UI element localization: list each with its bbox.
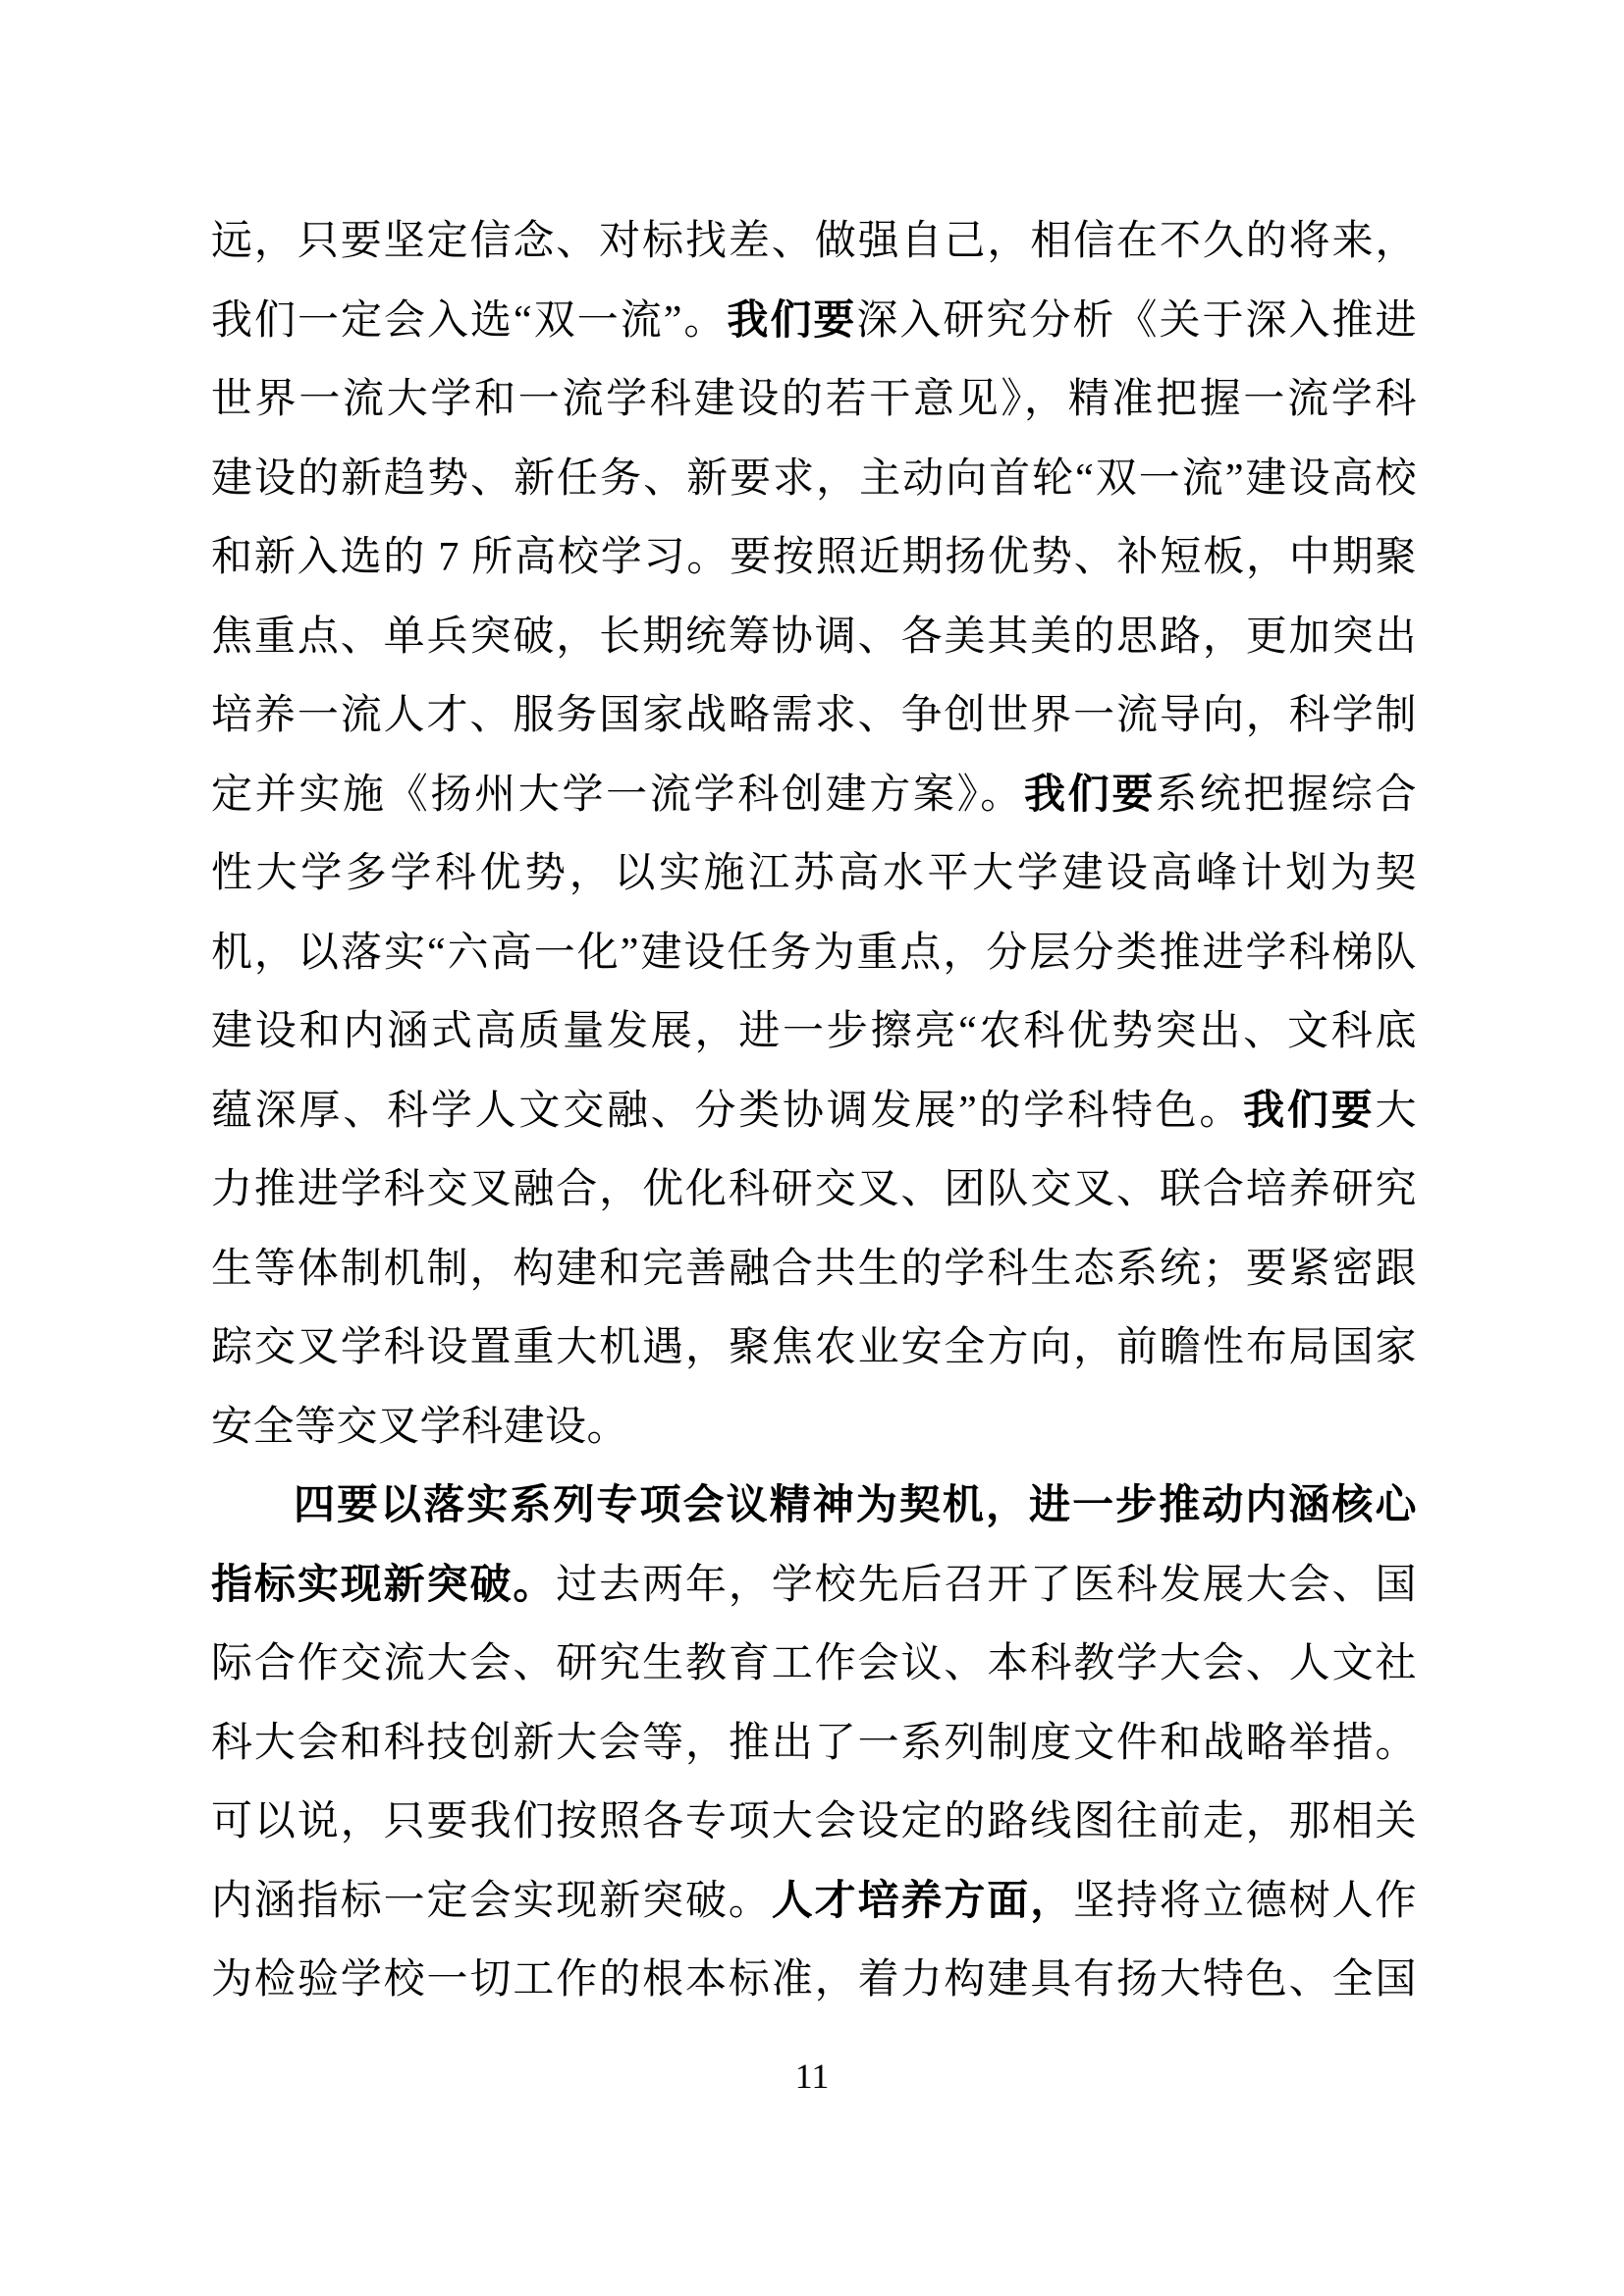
text-line [211,756,1417,835]
text-line [211,1941,1417,2020]
body-text: 大 [1375,1088,1417,1134]
body-text: 蕴深厚、科学人文交融、分类协调发展”的学科特色。 [211,1088,1244,1134]
body-text: 焦重点、单兵突破，长期统筹协调、各美其美的思路，更加突出 [211,614,1417,660]
body-text: 定并实施《扬州大学一流学科创建方案》。 [211,772,1024,818]
body-text: 为检验学校一切工作的根本标准，着力构建具有扬大特色、全国 [211,1957,1417,2002]
text-line [211,834,1417,914]
text-line [211,598,1417,677]
body-text: 远，只要坚定信念、对标找差、做强自己，相信在不久的将来， [211,219,1417,264]
text-line [211,1388,1417,1468]
body-text: 机，以落实“六高一化”建设任务为重点，分层分类推进学科梯队 [211,930,1417,976]
body-text: 踪交叉学科设置重大机遇，聚焦农业安全方向，前瞻性布局国家 [211,1325,1417,1370]
body-text: 力推进学科交叉融合，优化科研交叉、团队交叉、联合培养研究 [211,1167,1417,1212]
body-text: 建设的新趋势、新任务、新要求，主动向首轮“双一流”建设高校 [211,455,1417,502]
text-line [211,1625,1417,1704]
text-line [211,1150,1417,1230]
body-text: 培养一流人才、服务国家战略需求、争创世界一流导向，科学制 [211,693,1417,738]
body-text: 坚持将立德树人作 [1073,1878,1417,1924]
text-line [211,202,1417,282]
text-line [211,1704,1417,1784]
body-text: 系统把握综合 [1156,772,1417,818]
body-text: 生等体制机制，构建和完善融合共生的学科生态系统；要紧密跟 [211,1246,1417,1292]
emphasis-text: 指标实现新突破。 [211,1562,557,1608]
text-line [211,282,1417,361]
text-line [211,1862,1417,1942]
text-line [211,992,1417,1072]
body-text: 性大学多学科优势，以实施江苏高水平大学建设高峰计划为契 [211,851,1417,896]
text-line [211,1308,1417,1388]
text-line [211,1230,1417,1309]
emphasis-text: 我们要 [727,297,857,344]
emphasis-text: 我们要 [1024,772,1157,818]
body-text: 过去两年，学校先后召开了医科发展大会、国 [556,1562,1417,1608]
body-text: 科大会和科技创新大会等，推出了一系列制度文件和战略举措。 [211,1720,1417,1766]
text-line [211,1546,1417,1626]
emphasis-text: 人才培养方面， [771,1878,1074,1924]
body-text: 际合作交流大会、研究生教育工作会议、本科教学大会、人文社 [211,1641,1417,1686]
body-text: 世界一流大学和一流学科建设的若干意见》，精准把握一流学科 [211,377,1417,422]
text-line [211,360,1417,440]
emphasis-text: 四要以落实系列专项会议精神为契机，进一步推动内涵核心 [294,1483,1417,1528]
text-line [211,1783,1417,1862]
body-text: 内涵指标一定会实现新突破。 [211,1878,772,1924]
body-text: 和新入选的 7 所高校学习。要按照近期扬优势、补短板，中期聚 [211,535,1417,580]
text-line [211,440,1417,519]
text-line [211,676,1417,756]
body-text: 我们一定会入选“双一流”。 [211,297,728,344]
body-text: 深入研究分析《关于深入推进 [856,297,1417,344]
text-line [211,1467,1417,1546]
body-text: 建设和内涵式高质量发展，进一步擦亮“农科优势突出、文科底 [211,1009,1417,1054]
emphasis-text: 我们要 [1243,1088,1376,1134]
body-text: 安全等交叉学科建设。 [211,1404,629,1450]
text-line [211,914,1417,993]
body-text: 可以说，只要我们按照各专项大会设定的路线图往前走，那相关 [211,1799,1417,1844]
text-line [211,1072,1417,1151]
page-number: 11 [794,2056,830,2096]
document-body [211,202,1417,2020]
text-line [211,518,1417,598]
